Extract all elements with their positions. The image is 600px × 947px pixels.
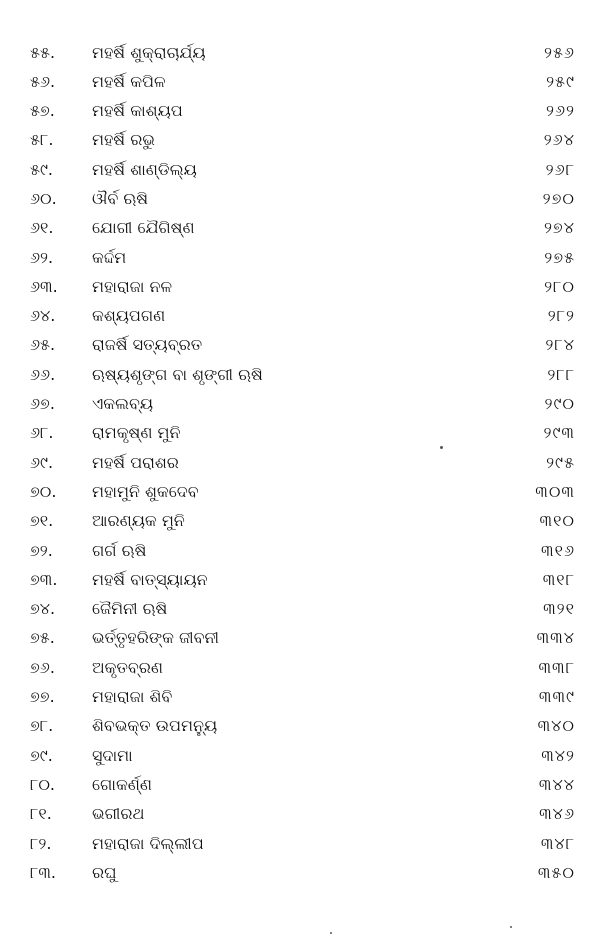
entry-page: ୨୫୯ (546, 72, 575, 91)
entry-page: ୨୯୦ (544, 394, 575, 413)
toc-entry (0, 243, 600, 273)
entry-number: ୬୯. (30, 453, 54, 472)
entry-number: ୫୫. (30, 43, 56, 62)
entry-title: ଗର୍ଗ ଋଷି (92, 541, 147, 560)
ink-speck (330, 932, 332, 934)
entry-title: କଶ୍ୟପଗଣ (92, 306, 166, 325)
entry-title: ଆରଣ୍ୟକ ମୁନି (92, 511, 185, 530)
toc-entry (0, 38, 600, 68)
toc-entry (0, 418, 600, 448)
entry-page: ୩୪୦ (537, 716, 575, 735)
entry-page: ୨୫୬ (543, 43, 575, 62)
entry-title: ରଘୁ (92, 863, 117, 882)
toc-entry (0, 96, 600, 126)
entry-number: ୬୬. (30, 365, 56, 384)
entry-title: ଗୋକର୍ଣ୍ଣ (92, 775, 152, 794)
entry-page: ୩୩୯ (538, 687, 575, 706)
entry-number: ୬୩. (30, 277, 58, 296)
toc-entry (0, 213, 600, 243)
entry-number: ୬୧. (30, 218, 54, 237)
entry-page: ୨୭୪ (543, 218, 575, 237)
entry-title: ଋଷ୍ୟଶୃଙ୍ଗ ବା ଶୃଙ୍ଗୀ ଋଷି (92, 365, 263, 384)
toc-entry (0, 711, 600, 741)
entry-page: ୨୮୮ (547, 365, 575, 384)
entry-number: ୮୨. (30, 834, 52, 853)
entry-title: ଔର୍ବ ଋଷି (92, 189, 149, 208)
entry-number: ୭୪. (30, 599, 56, 618)
entry-title: ମହର୍ଷି ବାତ୍ସ୍ୟାୟନ (92, 570, 208, 589)
toc-entry (0, 799, 600, 829)
toc-entry (0, 67, 600, 97)
toc-entry (0, 477, 600, 507)
entry-page: ୨୯୫ (546, 453, 575, 472)
entry-page: ୨୬୨ (546, 101, 575, 120)
entry-page: ୨୭୫ (544, 248, 575, 267)
entry-number: ୫୯. (30, 160, 54, 179)
toc-entry (0, 682, 600, 712)
entry-title: ଶିବଭକ୍ତ ଉପମନ୍ୟୁ (92, 716, 218, 735)
entry-page: ୨୬୪ (543, 130, 575, 149)
entry-title: ରାମକୃଷ୍ଣ ମୁନି (92, 423, 181, 442)
entry-page: ୨୮୨ (547, 306, 575, 325)
entry-title: ଏକଲବ୍ୟ (92, 394, 154, 413)
entry-number: ୭୩. (30, 570, 58, 589)
toc-entry (0, 506, 600, 536)
entry-number: ୭୦. (30, 482, 57, 501)
entry-title: ମହର୍ଷି କପିଳ (92, 72, 166, 91)
entry-title: ମହର୍ଷି କାଶ୍ୟପ (92, 101, 183, 120)
toc-entry (0, 330, 600, 360)
entry-number: ୮୧. (30, 804, 52, 823)
entry-title: ମହାରାଜା ନଳ (92, 277, 173, 296)
entry-title: ଯୋଗୀ ଯୈଗିଷ୍ଣ (92, 218, 195, 237)
entry-number: ୮୦. (30, 775, 56, 794)
entry-number: ୬୫. (30, 335, 56, 354)
entry-number: ୬୪. (30, 306, 56, 325)
entry-number: ୫୮. (30, 130, 54, 149)
entry-page: ୨୯୩ (543, 423, 575, 442)
entry-page: ୨୬୮ (545, 160, 575, 179)
entry-number: ୫୭. (30, 101, 55, 120)
entry-title: ମହର୍ଷି ଶାଣ୍ଡିଲ୍ୟ (92, 160, 197, 179)
entry-page: ୩୧୬ (541, 541, 575, 560)
entry-title: ମହାରାଜା ଶିବି (92, 687, 173, 706)
entry-page: ୩୪୮ (540, 834, 575, 853)
entry-page: ୩୧୮ (542, 570, 575, 589)
entry-page: ୩୦୩ (535, 482, 575, 501)
entry-number: ୭୭. (30, 687, 55, 706)
entry-number: ୬୨. (30, 248, 54, 267)
entry-page: ୨୮୦ (544, 277, 575, 296)
entry-page: ୩୨୧ (543, 599, 575, 618)
entry-title: ମହର୍ଷି ପରାଶର (92, 453, 179, 472)
entry-title: ସୁଦାମା (92, 746, 133, 765)
entry-number: ୭୨. (30, 541, 53, 560)
entry-title: ଜୈମିନୀ ଋଷି (92, 599, 168, 618)
entry-number: ୭୧. (30, 511, 54, 530)
toc-entry (0, 155, 600, 185)
entry-page: ୩୩୪ (536, 628, 575, 647)
entry-page: ୩୩୮ (538, 658, 575, 677)
entry-title: ରାଜର୍ଷି ସତ୍ୟବ୍ରତ (92, 335, 203, 354)
toc-entry (0, 125, 600, 155)
entry-number: ୭୮. (30, 716, 54, 735)
entry-page: ୩୪୪ (538, 775, 575, 794)
toc-entry (0, 829, 600, 859)
entry-title: ଭଗୀରଥ (92, 804, 145, 823)
toc-entry (0, 741, 600, 771)
ink-speck (510, 926, 512, 928)
entry-number: ୬୭. (30, 394, 55, 413)
entry-title: ମହର୍ଷି ଶୁକ୍ରାଚାର୍ଯ୍ୟ (92, 43, 206, 62)
toc-entry (0, 448, 600, 478)
entry-page: ୨୮୪ (545, 335, 575, 354)
toc-entry (0, 272, 600, 302)
entry-title: ଭର୍ତ୍ତୃହରିଙ୍କ ଜୀବନୀ (92, 628, 219, 647)
ink-speck (440, 446, 443, 449)
toc-entry (0, 389, 600, 419)
toc-entry (0, 565, 600, 595)
entry-page: ୨୭୦ (542, 189, 575, 208)
entry-page: ୩୧୦ (539, 511, 575, 530)
toc-entry (0, 184, 600, 214)
entry-number: ୭୯. (30, 746, 53, 765)
toc-entry (0, 360, 600, 390)
entry-title: ଅକୃତବ୍ରଣ (92, 658, 163, 677)
toc-entry (0, 594, 600, 624)
entry-number: ୬୮. (30, 423, 54, 442)
toc-entry (0, 858, 600, 888)
toc-entry (0, 536, 600, 566)
entry-title: ମହର୍ଷି ରଭୁ (92, 130, 155, 149)
entry-number: ୫୬. (30, 72, 56, 91)
entry-title: ମହାମୁନି ଶୁକଦେବ (92, 482, 199, 501)
toc-entry (0, 623, 600, 653)
toc-entry (0, 301, 600, 331)
entry-title: କର୍ଦ୍ଦମ (92, 248, 127, 267)
entry-page: ୩୪୨ (541, 746, 575, 765)
entry-number: ୬୦. (30, 189, 57, 208)
entry-title: ମହାରାଜା ଦିଲ୍ଲୀପ (92, 834, 204, 853)
entry-number: ୭୬. (30, 658, 55, 677)
entry-page: ୩୫୦ (537, 863, 575, 882)
toc-entry (0, 770, 600, 800)
entry-page: ୩୪୬ (539, 804, 575, 823)
entry-number: ୮୩. (30, 863, 57, 882)
entry-number: ୭୫. (30, 628, 55, 647)
toc-entry (0, 653, 600, 683)
